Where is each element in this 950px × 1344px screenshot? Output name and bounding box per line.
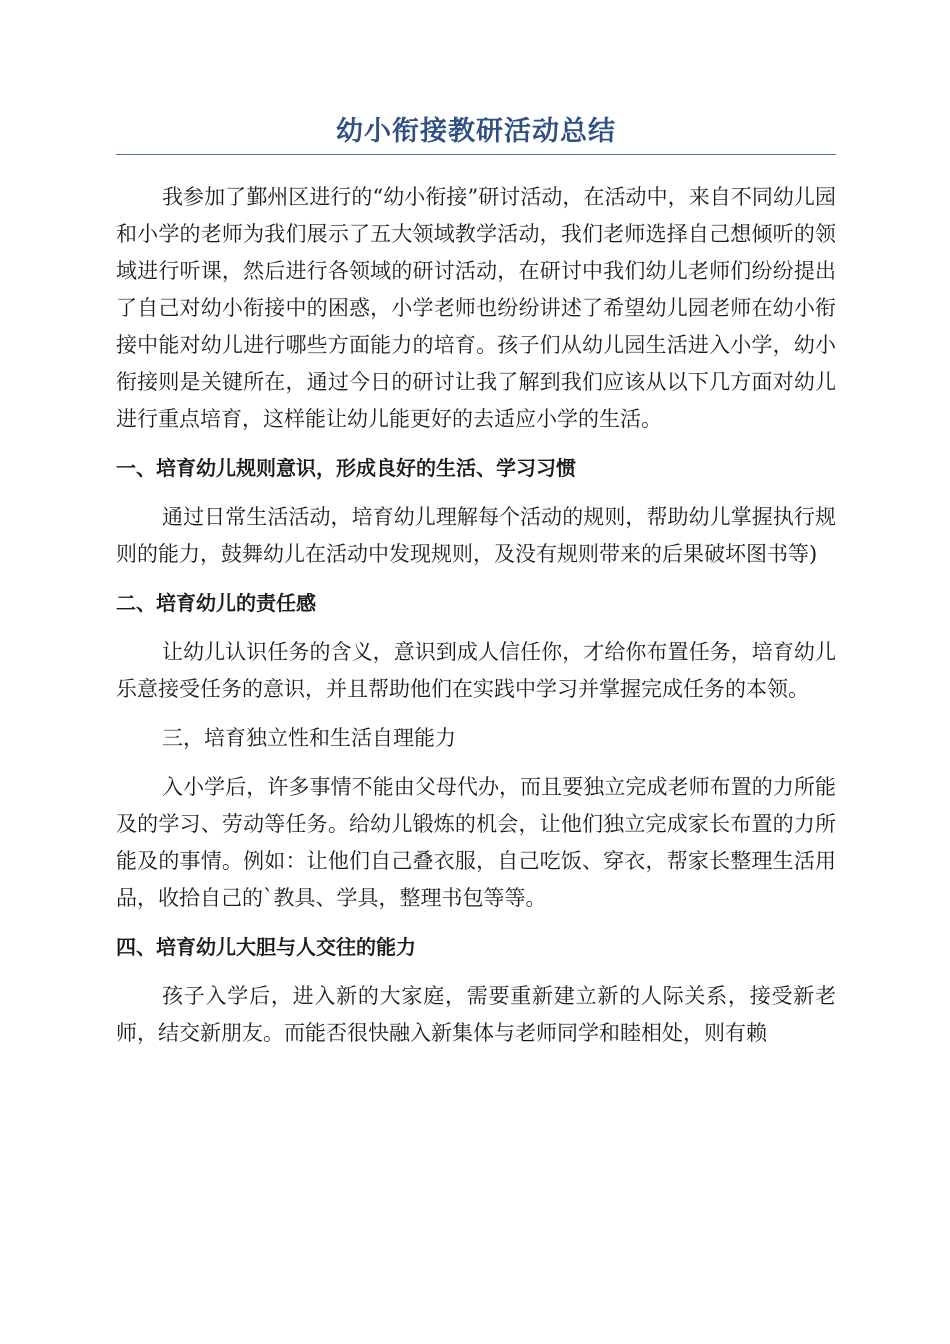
section-2-body: 让幼儿认识任务的含义，意识到成人信任你，才给你布置任务，培育幼儿乐意接受任务的意识，并且帮助他们在实践中学习并掌握完成任务的本领。 — [116, 640, 836, 701]
section-1-heading: 一、培育幼儿规则意识，形成良好的生活、学习习惯 — [116, 456, 576, 480]
section-3-heading: 三，培育独立性和生活自理能力 — [162, 726, 456, 750]
section-1-body: 通过日常生活活动，培育幼儿理解每个活动的规则，帮助幼儿掌握执行规则的能力，鼓舞幼儿在活动中发现规则，及没有规则带来的后果破坏图书等) — [116, 505, 836, 566]
section-4-body: 孩子入学后，进入新的大家庭，需要重新建立新的人际关系，接受新老师，结交新朋友。而能否很快融入新集体与老师同学和睦相处，则有赖 — [116, 984, 836, 1045]
section-2-heading: 二、培育幼儿的责任感 — [116, 591, 316, 615]
intro-paragraph: 我参加了鄞州区进行的“幼小衔接”研讨活动，在活动中，来自不同幼儿园和小学的老师为我们展示了五大领域教学活动，我们老师选择自己想倾听的领域进行听课，然后进行各领域的研讨活动，在研讨中我们幼儿老师们纷纷提出了自己对幼小衔接中的困惑，小学老师也纷纷讲述了希望幼儿园老师在幼小衔接中能对幼儿进行哪些方面能力的培育。孩子们从幼儿园生活进入小学，幼小衔接则是关键所在，通过今日的研讨让我了解到我们应该从以下几方面对幼儿进行重点培育，这样能让幼儿能更好的去适应小学的生活。 — [116, 185, 836, 431]
document-title: 幼小衔接教研活动总结 — [116, 112, 836, 155]
document-page — [116, 112, 836, 1052]
section-3-body: 入小学后，许多事情不能由父母代办，而且要独立完成老师布置的力所能及的学习、劳动等任务。给幼儿锻炼的机会，让他们独立完成家长布置的力所能及的事情。例如：让他们自己叠衣服，自己吃饭、穿衣，帮家长整理生活用品，收拾自己的`教具、学具，整理书包等等。 — [116, 775, 836, 910]
section-4-heading: 四、培育幼儿大胆与人交往的能力 — [116, 935, 416, 959]
